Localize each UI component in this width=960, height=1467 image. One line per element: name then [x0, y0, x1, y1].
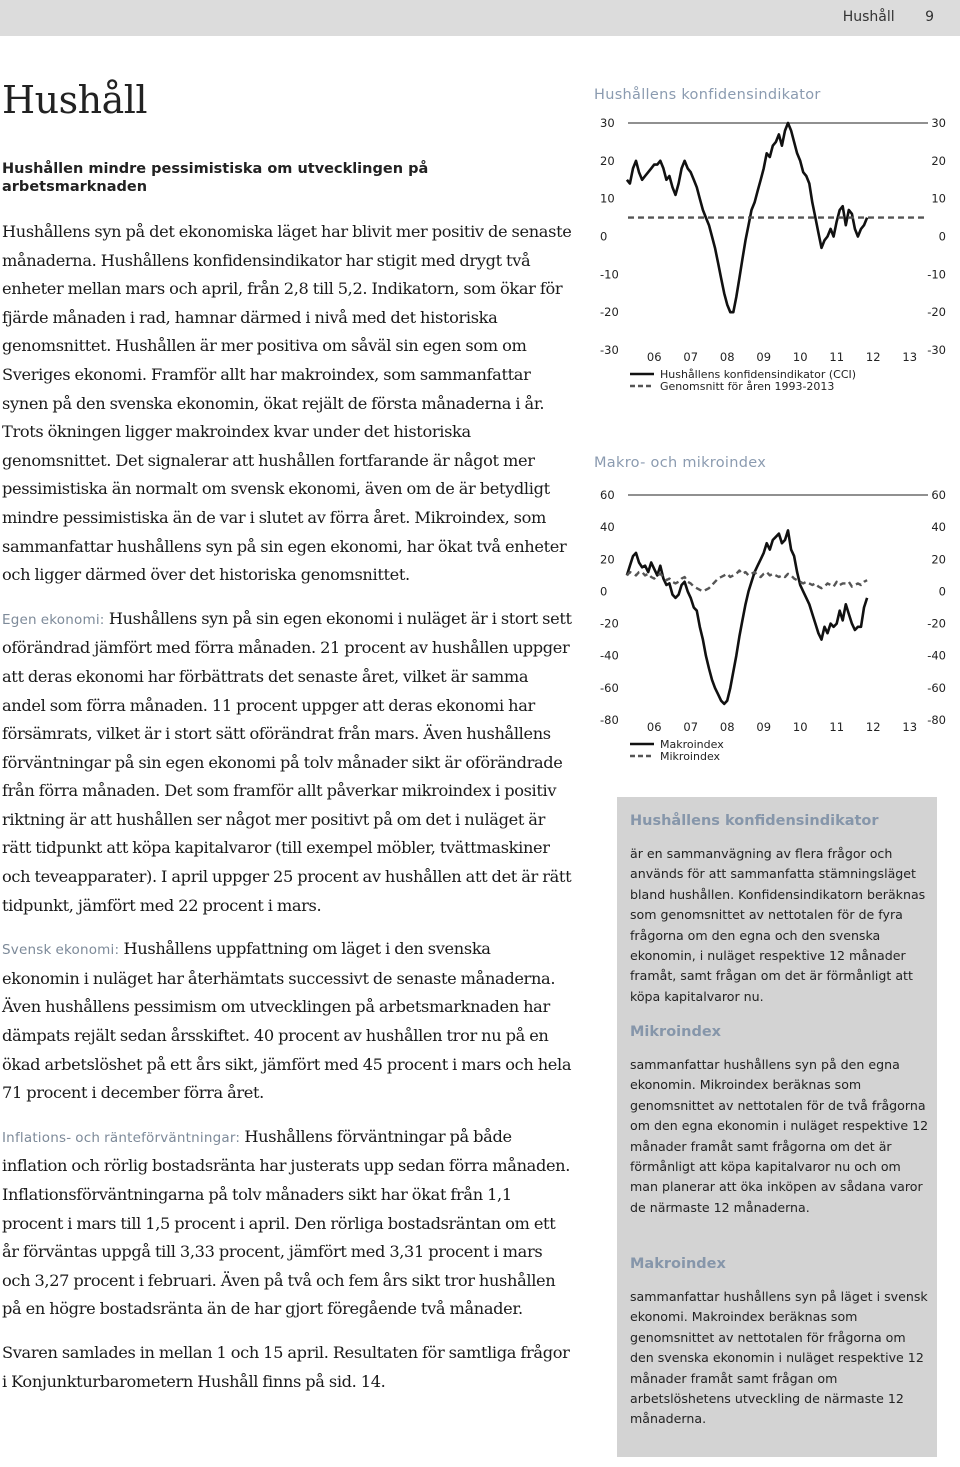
x-tick-label: 09 [756, 720, 772, 734]
y-tick-label-right: -40 [927, 648, 946, 663]
legend-entry: Hushållens konfidensindikator (CCI) [660, 368, 857, 381]
section-lead: Svensk ekonomi: [2, 942, 120, 959]
chart-title-makro-mikro: Makro- och mikroindex [594, 455, 767, 471]
y-tick-label-left: 20 [600, 552, 615, 567]
closing-paragraph: Svaren samlades in mellan 1 och 15 april. Resultaten för samtliga frågor i Konjunkturbarometern Hushåll finns på sid. 14. [2, 1342, 570, 1391]
article [2, 78, 572, 1411]
y-tick-label-left: 0 [600, 229, 608, 244]
y-tick-label-right: 0 [938, 584, 946, 599]
y-tick-label-left: -60 [600, 680, 619, 695]
definition-title: Makroindex [630, 1256, 726, 1272]
intro-paragraph: Hushållens syn på det ekonomiska läget har blivit mer positiv de senaste månaderna. Hushållens konfidensindikator har stigit med drygt två enheter mellan mars och april, från 2,8 till 5,2. Indikatorn, som ökar för fjärde månaden i rad, hamnar därmed i nivå med det historiska genomsnittet. Hushållen är mer positiva om såväl sin egen som om Sveriges ekonomi. Framför allt har makroindex, som sammanfattar synen på den svenska ekonomin, ökat rejält de första månaderna i år. Trots ökningen ligger makroindex kvar under det historiska genomsnittet. Det signalerar att hushållen fortfarande är något mer pessimistiska än normalt om svensk ekonomi, även om de är betydligt mindre pessimistiska än de var i slutet av förra året. Mikroindex, som sammanfattar hushållens syn på sin egen ekonomi, har ökat två enheter och ligger därmed över det historiska genomsnittet. [2, 222, 572, 585]
x-tick-label: 11 [829, 720, 845, 734]
chart-makro-mikro [594, 470, 960, 780]
header-bar [0, 0, 960, 36]
legend-entry: Genomsnitt för åren 1993-2013 [660, 380, 835, 393]
definition-title: Mikroindex [630, 1024, 722, 1040]
y-tick-label-left: 60 [600, 488, 615, 502]
y-tick-label-left: 40 [600, 520, 615, 535]
chart-cci-svg [594, 100, 960, 410]
x-tick-label: 08 [719, 720, 735, 734]
y-tick-label-left: -40 [600, 648, 619, 663]
section-svensk-ekonomi [2, 935, 572, 1108]
y-tick-label-left: -80 [600, 713, 619, 727]
y-tick-label-right: 20 [931, 552, 946, 567]
x-tick-label: 08 [719, 350, 735, 364]
definition-makroindex [630, 1256, 930, 1430]
definition-text: sammanfattar hushållens syn på den egna ekonomin. Mikroindex beräknas som genomsnittet av nettotalen för de två frågorna om den egna ekonomin i nuläget respektive 12 månader framåt samt frågorna om det är förmånligt att köpa kapitalvaror nu och om man planerar att öka inköpen av sådana varor de närmaste 12 månaderna. [630, 1057, 929, 1215]
x-tick-label: 12 [865, 720, 881, 734]
running-head [843, 9, 934, 25]
x-tick-label: 13 [902, 720, 918, 734]
y-tick-label-right: -20 [927, 305, 946, 320]
y-tick-label-left: -20 [600, 305, 619, 320]
definition-cci [630, 813, 930, 1007]
legend-entry: Mikroindex [660, 750, 721, 763]
y-tick-label-left: 0 [600, 584, 608, 599]
article-subtitle: Hushållen mindre pessimistiska om utvecklingen på arbetsmarknaden [2, 161, 429, 195]
x-tick-label: 09 [756, 350, 772, 364]
x-tick-label: 10 [792, 350, 808, 364]
y-tick-label-left: 20 [600, 153, 615, 168]
x-tick-label: 11 [829, 350, 845, 364]
x-tick-label: 12 [865, 350, 881, 364]
y-tick-label-right: 20 [931, 153, 946, 168]
running-head-section: Hushåll [842, 9, 895, 25]
definition-text: sammanfattar hushållens syn på läget i svensk ekonomi. Makroindex beräknas som genomsnittet av nettotalen för frågorna om den svenska ekonomin i nuläget respektive 12 månader framåt samt frågan om arbetslöshetens utveckling de närmaste 12 månaderna. [630, 1289, 928, 1427]
page-title: Hushåll [2, 78, 148, 122]
y-tick-label-right: 60 [931, 488, 946, 502]
section-text: Hushållens uppfattning om läget i den svenska ekonomin i nuläget har återhämtats successivt de senaste månaderna. Även hushållens pessimism om utvecklingen på arbetsmarknaden har dämpats rejält sedan årsskiftet. 40 procent av hushållen tror nu på en ökad arbetslöshet på ett års sikt, jämfört med 45 procent i mars och hela 71 procent i december förra året. [2, 939, 572, 1103]
x-tick-label: 10 [792, 720, 808, 734]
y-tick-label-right: -60 [927, 680, 946, 695]
y-tick-label-right: -30 [927, 343, 946, 357]
x-tick-label: 06 [646, 720, 662, 734]
x-tick-label: 06 [646, 350, 662, 364]
y-tick-label-left: 30 [600, 116, 615, 130]
section-egen-ekonomi [2, 605, 572, 921]
article-body [2, 218, 572, 1396]
y-tick-label-right: 10 [931, 191, 946, 206]
chart-cci [594, 100, 960, 410]
definition-mikroindex [630, 1024, 930, 1218]
y-tick-label-left: -10 [600, 267, 619, 282]
section-text: Hushållens förväntningar på både inflation och rörlig bostadsränta har justerats upp sedan förra månaden. Inflationsförväntningarna på tolv månaders sikt har ökat från 1,1 procent i mars till 1,5 procent i april. Den rörliga bostadsräntan om ett år förväntas uppgå till 3,33 procent, jämfört med 3,31 procent i mars och 3,27 procent i februari. Även på två och fem års sikt tror hushållen på en högre bostadsränta än de har gjort föregående två månader. [2, 1126, 571, 1319]
y-tick-label-left: -20 [600, 616, 619, 631]
y-tick-label-right: 30 [931, 116, 946, 130]
x-tick-label: 07 [683, 720, 699, 734]
y-tick-label-right: -80 [927, 713, 946, 727]
y-tick-label-right: -10 [927, 267, 946, 282]
series-line-primary [627, 530, 867, 704]
definition-box [617, 797, 937, 1457]
y-tick-label-right: -20 [927, 616, 946, 631]
page-number: 9 [925, 9, 934, 25]
section-inflation [2, 1123, 572, 1324]
definition-title: Hushållens konfidensindikator [630, 813, 879, 829]
chart-makro-mikro-svg [594, 470, 960, 780]
definition-text: är en sammanvägning av flera frågor och används för att sammanfatta stämningsläget bland hushållen. Konfidensindikatorn beräknas som genomsnittet av nettotalen för de fyra frågorna om den egna och den svenska ekonomin, i nuläget respektive 12 månader framåt, samt frågan om det är förmånligt att köpa kapitalvaror nu. [630, 846, 926, 1004]
section-lead: Inflations- och ränteförväntningar: [2, 1129, 241, 1146]
chart-title-cci: Hushållens konfidensindikator [594, 87, 821, 103]
y-tick-label-right: 0 [938, 229, 946, 244]
y-tick-label-left: -30 [600, 343, 619, 357]
x-tick-label: 13 [902, 350, 918, 364]
legend-entry: Makroindex [660, 738, 724, 751]
y-tick-label-right: 40 [931, 520, 946, 535]
y-tick-label-left: 10 [600, 191, 615, 206]
section-lead: Egen ekonomi: [2, 611, 105, 628]
x-tick-label: 07 [683, 350, 699, 364]
section-text: Hushållens syn på sin egen ekonomi i nuläget är i stort sett oförändrad jämfört med förra månaden. 21 procent av hushållen uppger att deras ekonomi har förbättrats det senaste året, vilket är samma andel som förra månaden. 11 procent uppger att deras ekonomi har försämrats, vilket är i stort sätt oförändrat från mars. Även hushållens förväntningar på sin egen ekonomi på tolv månader sikt är oförändrade från förra månaden. Det som framför allt påverkar mikroindex i positiv riktning är att hushållen ser något mer positivt på om det i nuläget är rätt tidpunkt att köpa kapitalvaror (till exempel möbler, tvättmaskiner och teveapparater). I april uppger 25 procent av hushållen att det är rätt tidpunkt, jämfört med 22 procent i mars. [2, 608, 572, 915]
